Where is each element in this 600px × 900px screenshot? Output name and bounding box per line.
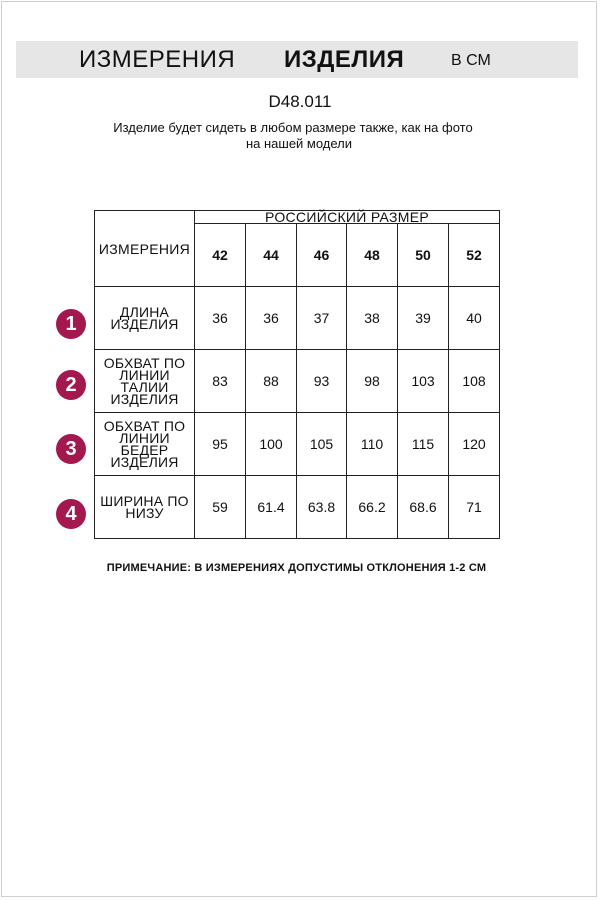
table-row: [95, 413, 500, 476]
header-title-product: ИЗДЕЛИЯ: [284, 46, 405, 73]
value-cell: 68.6: [398, 476, 449, 539]
article-number: D48.011: [268, 92, 332, 111]
value-cell: 71: [449, 476, 500, 539]
row-label-line: ДЛИНА ИЗДЕЛИЯ: [110, 304, 179, 332]
row-label-line: ШИРИНА ПО: [100, 493, 189, 509]
value-cell: 105: [297, 413, 347, 476]
value-cell: 103: [398, 350, 449, 413]
footnote: ПРИМЕЧАНИЕ: В ИЗМЕРЕНИЯХ ДОПУСТИМЫ ОТКЛОНЕНИЯ 1-2 СМ: [106, 562, 487, 574]
size-header-cell: 42: [195, 224, 246, 287]
size-header-cell: 52: [449, 224, 500, 287]
row-label-line: НИЗУ: [125, 505, 164, 521]
value-cell: 83: [195, 350, 246, 413]
fit-note-line-1: Изделие будет сидеть в любом размере также, как на фото: [113, 120, 473, 135]
row-label-line: ЛИНИИ БЕДЕР: [119, 430, 170, 458]
value-cell: 37: [297, 287, 347, 350]
fit-note-line-2: на нашей модели: [245, 136, 353, 151]
size-table: [94, 210, 500, 539]
row-label-line: ОБХВАТ ПО: [103, 418, 186, 434]
table-row: [95, 476, 500, 539]
value-cell: 95: [195, 413, 246, 476]
value-cell: 66.2: [347, 476, 398, 539]
size-header-cell: 50: [398, 224, 449, 287]
row-label: [95, 350, 195, 413]
value-cell: 100: [246, 413, 297, 476]
size-header-cell: 48: [347, 224, 398, 287]
value-cell: 59: [195, 476, 246, 539]
value-cell: 88: [246, 350, 297, 413]
size-group-header: РОССИЙСКИЙ РАЗМЕР: [195, 211, 500, 224]
value-cell: 61.4: [246, 476, 297, 539]
row-label-line: ЛИНИИ ТАЛИИ: [119, 367, 170, 395]
value-cell: 36: [195, 287, 246, 350]
row-label: [95, 476, 195, 539]
size-header-cell: 44: [246, 224, 297, 287]
table-row: [95, 287, 500, 350]
measurement-number-badge: 2: [56, 370, 86, 400]
row-label-line: ИЗДЕЛИЯ: [110, 391, 179, 407]
value-cell: 108: [449, 350, 500, 413]
row-label: [95, 287, 195, 350]
value-cell: 38: [347, 287, 398, 350]
value-cell: 40: [449, 287, 500, 350]
header-title-measurements: ИЗМЕРЕНИЯ: [79, 46, 236, 73]
value-cell: 36: [246, 287, 297, 350]
value-cell: 120: [449, 413, 500, 476]
value-cell: 98: [347, 350, 398, 413]
value-cell: 39: [398, 287, 449, 350]
row-label-line: ИЗДЕЛИЯ: [110, 454, 179, 470]
value-cell: 63.8: [297, 476, 347, 539]
row-label: [95, 413, 195, 476]
header-units: В СМ: [451, 52, 491, 69]
measurements-header: ИЗМЕРЕНИЯ: [95, 211, 195, 287]
measurement-number-badge: 4: [56, 499, 86, 529]
table-row: [95, 350, 500, 413]
value-cell: 115: [398, 413, 449, 476]
measurement-number-badge: 1: [56, 309, 86, 339]
size-header-cell: 46: [297, 224, 347, 287]
row-label-line: ОБХВАТ ПО: [103, 355, 186, 371]
value-cell: 110: [347, 413, 398, 476]
value-cell: 93: [297, 350, 347, 413]
measurement-number-badge: 3: [56, 434, 86, 464]
